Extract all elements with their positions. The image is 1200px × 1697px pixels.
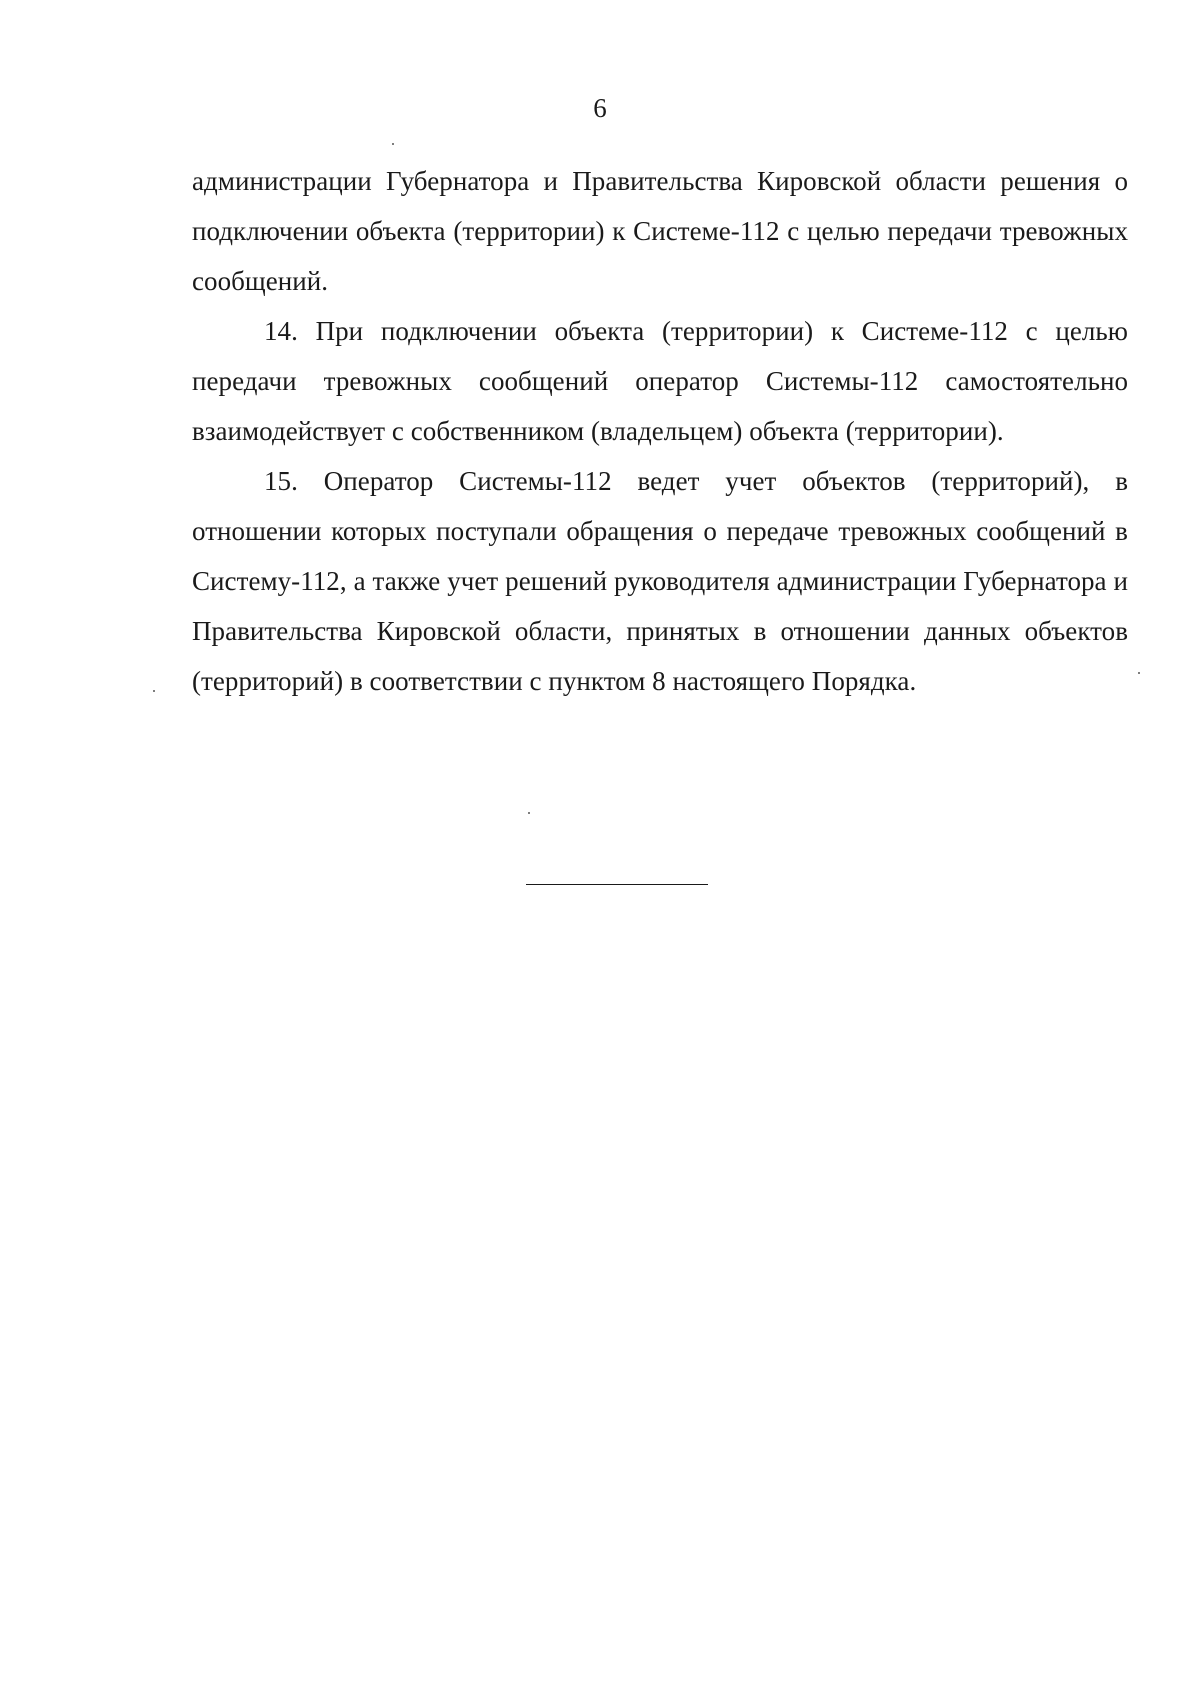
document-body (192, 156, 1128, 706)
paragraph-continuation: администрации Губернатора и Правительства Кировской области решения о подключении объекта (территории) к Системе-112 с целью передачи тревожных сообщений. (192, 166, 1128, 296)
paragraph-item-14: 14. При подключении объекта (территории) к Системе-112 с целью передачи тревожных сообщений оператор Системы-112 самостоятельно взаимодействует с собственником (владельцем) объекта (территории). (192, 316, 1128, 446)
page-number: 6 (593, 93, 607, 123)
end-of-document-rule (526, 884, 708, 885)
paragraph-item-15: 15. Оператор Системы-112 ведет учет объектов (территорий), в отношении которых поступали обращения о передаче тревожных сообщений в Систему-112, а также учет решений руководителя администрации Губернатора и Правительства Кировской области, принятых в отношении данных объектов (территорий) в соответствии с пунктом 8 настоящего Порядка. (192, 466, 1128, 696)
scan-speck (392, 143, 394, 145)
scan-speck (153, 690, 155, 692)
scan-speck (528, 812, 530, 814)
scan-speck (1138, 672, 1140, 674)
